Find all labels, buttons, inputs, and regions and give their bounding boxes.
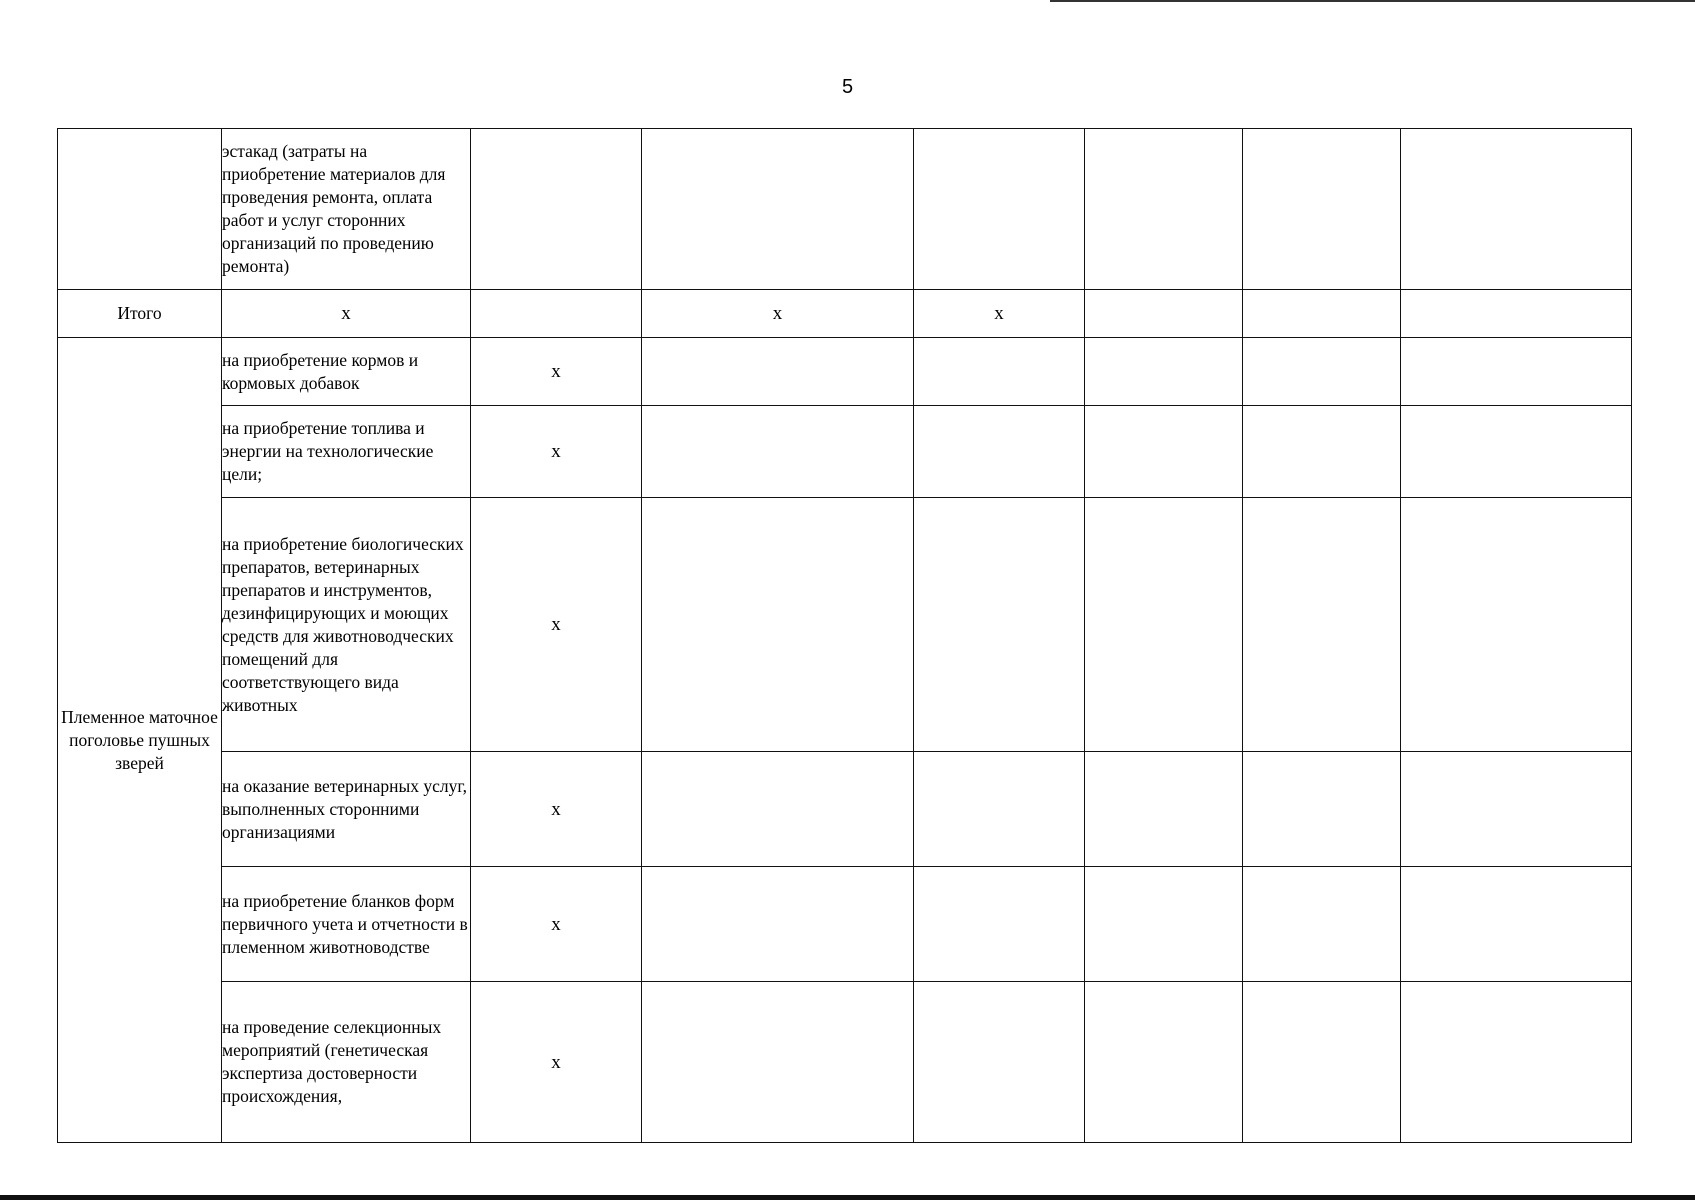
description-cell: х [222, 290, 471, 338]
value-cell [1085, 338, 1243, 406]
value-cell: х [471, 867, 642, 982]
table-row [58, 752, 1632, 867]
value-cell [642, 498, 914, 752]
value-cell [1243, 498, 1401, 752]
value-cell [1243, 406, 1401, 498]
data-table [57, 128, 1632, 1143]
value-cell: х [471, 406, 642, 498]
description-cell: на приобретение биологических препаратов, ветеринарных препаратов и инструментов, дезинфицирующих и моющих средств для животноводческих помещений для соответствующего вида животных [222, 498, 471, 752]
value-cell [1401, 982, 1632, 1143]
value-cell: х [471, 338, 642, 406]
value-cell [1085, 406, 1243, 498]
value-cell [1085, 129, 1243, 290]
value-cell [471, 129, 642, 290]
table-row [58, 982, 1632, 1143]
value-cell [1401, 290, 1632, 338]
description-cell: на приобретение кормов и кормовых добавок [222, 338, 471, 406]
value-cell: х [471, 498, 642, 752]
value-cell [642, 338, 914, 406]
value-cell [642, 406, 914, 498]
description-cell: на оказание ветеринарных услуг, выполненных сторонними организациями [222, 752, 471, 867]
value-cell [1085, 498, 1243, 752]
value-cell [914, 867, 1085, 982]
value-cell [1401, 129, 1632, 290]
table-row [58, 338, 1632, 406]
value-cell: х [471, 982, 642, 1143]
value-cell [1401, 498, 1632, 752]
description-cell: на приобретение бланков форм первичного учета и отчетности в племенном животноводстве [222, 867, 471, 982]
value-cell [914, 406, 1085, 498]
value-cell [1243, 752, 1401, 867]
bottom-rule [0, 1195, 1695, 1200]
value-cell [914, 498, 1085, 752]
value-cell: х [642, 290, 914, 338]
value-cell [1401, 338, 1632, 406]
value-cell [642, 129, 914, 290]
description-cell: эстакад (затраты на приобретение материалов для проведения ремонта, оплата работ и услуг сторонних организаций по проведению ремонта) [222, 129, 471, 290]
value-cell [471, 290, 642, 338]
value-cell [1243, 129, 1401, 290]
description-cell: на проведение селекционных мероприятий (генетическая экспертиза достоверности происхождения, [222, 982, 471, 1143]
value-cell [642, 752, 914, 867]
value-cell: х [471, 752, 642, 867]
top-rule [1050, 0, 1695, 2]
value-cell [1243, 290, 1401, 338]
value-cell [1401, 406, 1632, 498]
value-cell [642, 982, 914, 1143]
value-cell [1085, 867, 1243, 982]
table-row [58, 129, 1632, 290]
value-cell [642, 867, 914, 982]
value-cell [1085, 290, 1243, 338]
value-cell [1401, 752, 1632, 867]
value-cell [914, 752, 1085, 867]
value-cell [1243, 338, 1401, 406]
value-cell [1085, 982, 1243, 1143]
total-row [58, 290, 1632, 338]
value-cell [914, 129, 1085, 290]
table-row [58, 498, 1632, 752]
value-cell: х [914, 290, 1085, 338]
table-row [58, 867, 1632, 982]
page-number: 5 [841, 76, 854, 98]
value-cell [1401, 867, 1632, 982]
category-cell: Итого [58, 290, 222, 338]
value-cell [1085, 752, 1243, 867]
value-cell [1243, 867, 1401, 982]
value-cell [914, 338, 1085, 406]
value-cell [914, 982, 1085, 1143]
group-category-cell: Племенное маточное поголовье пушных зверей [58, 338, 222, 1143]
category-cell [58, 129, 222, 290]
value-cell [1243, 982, 1401, 1143]
table-row [58, 406, 1632, 498]
description-cell: на приобретение топлива и энергии на технологические цели; [222, 406, 471, 498]
